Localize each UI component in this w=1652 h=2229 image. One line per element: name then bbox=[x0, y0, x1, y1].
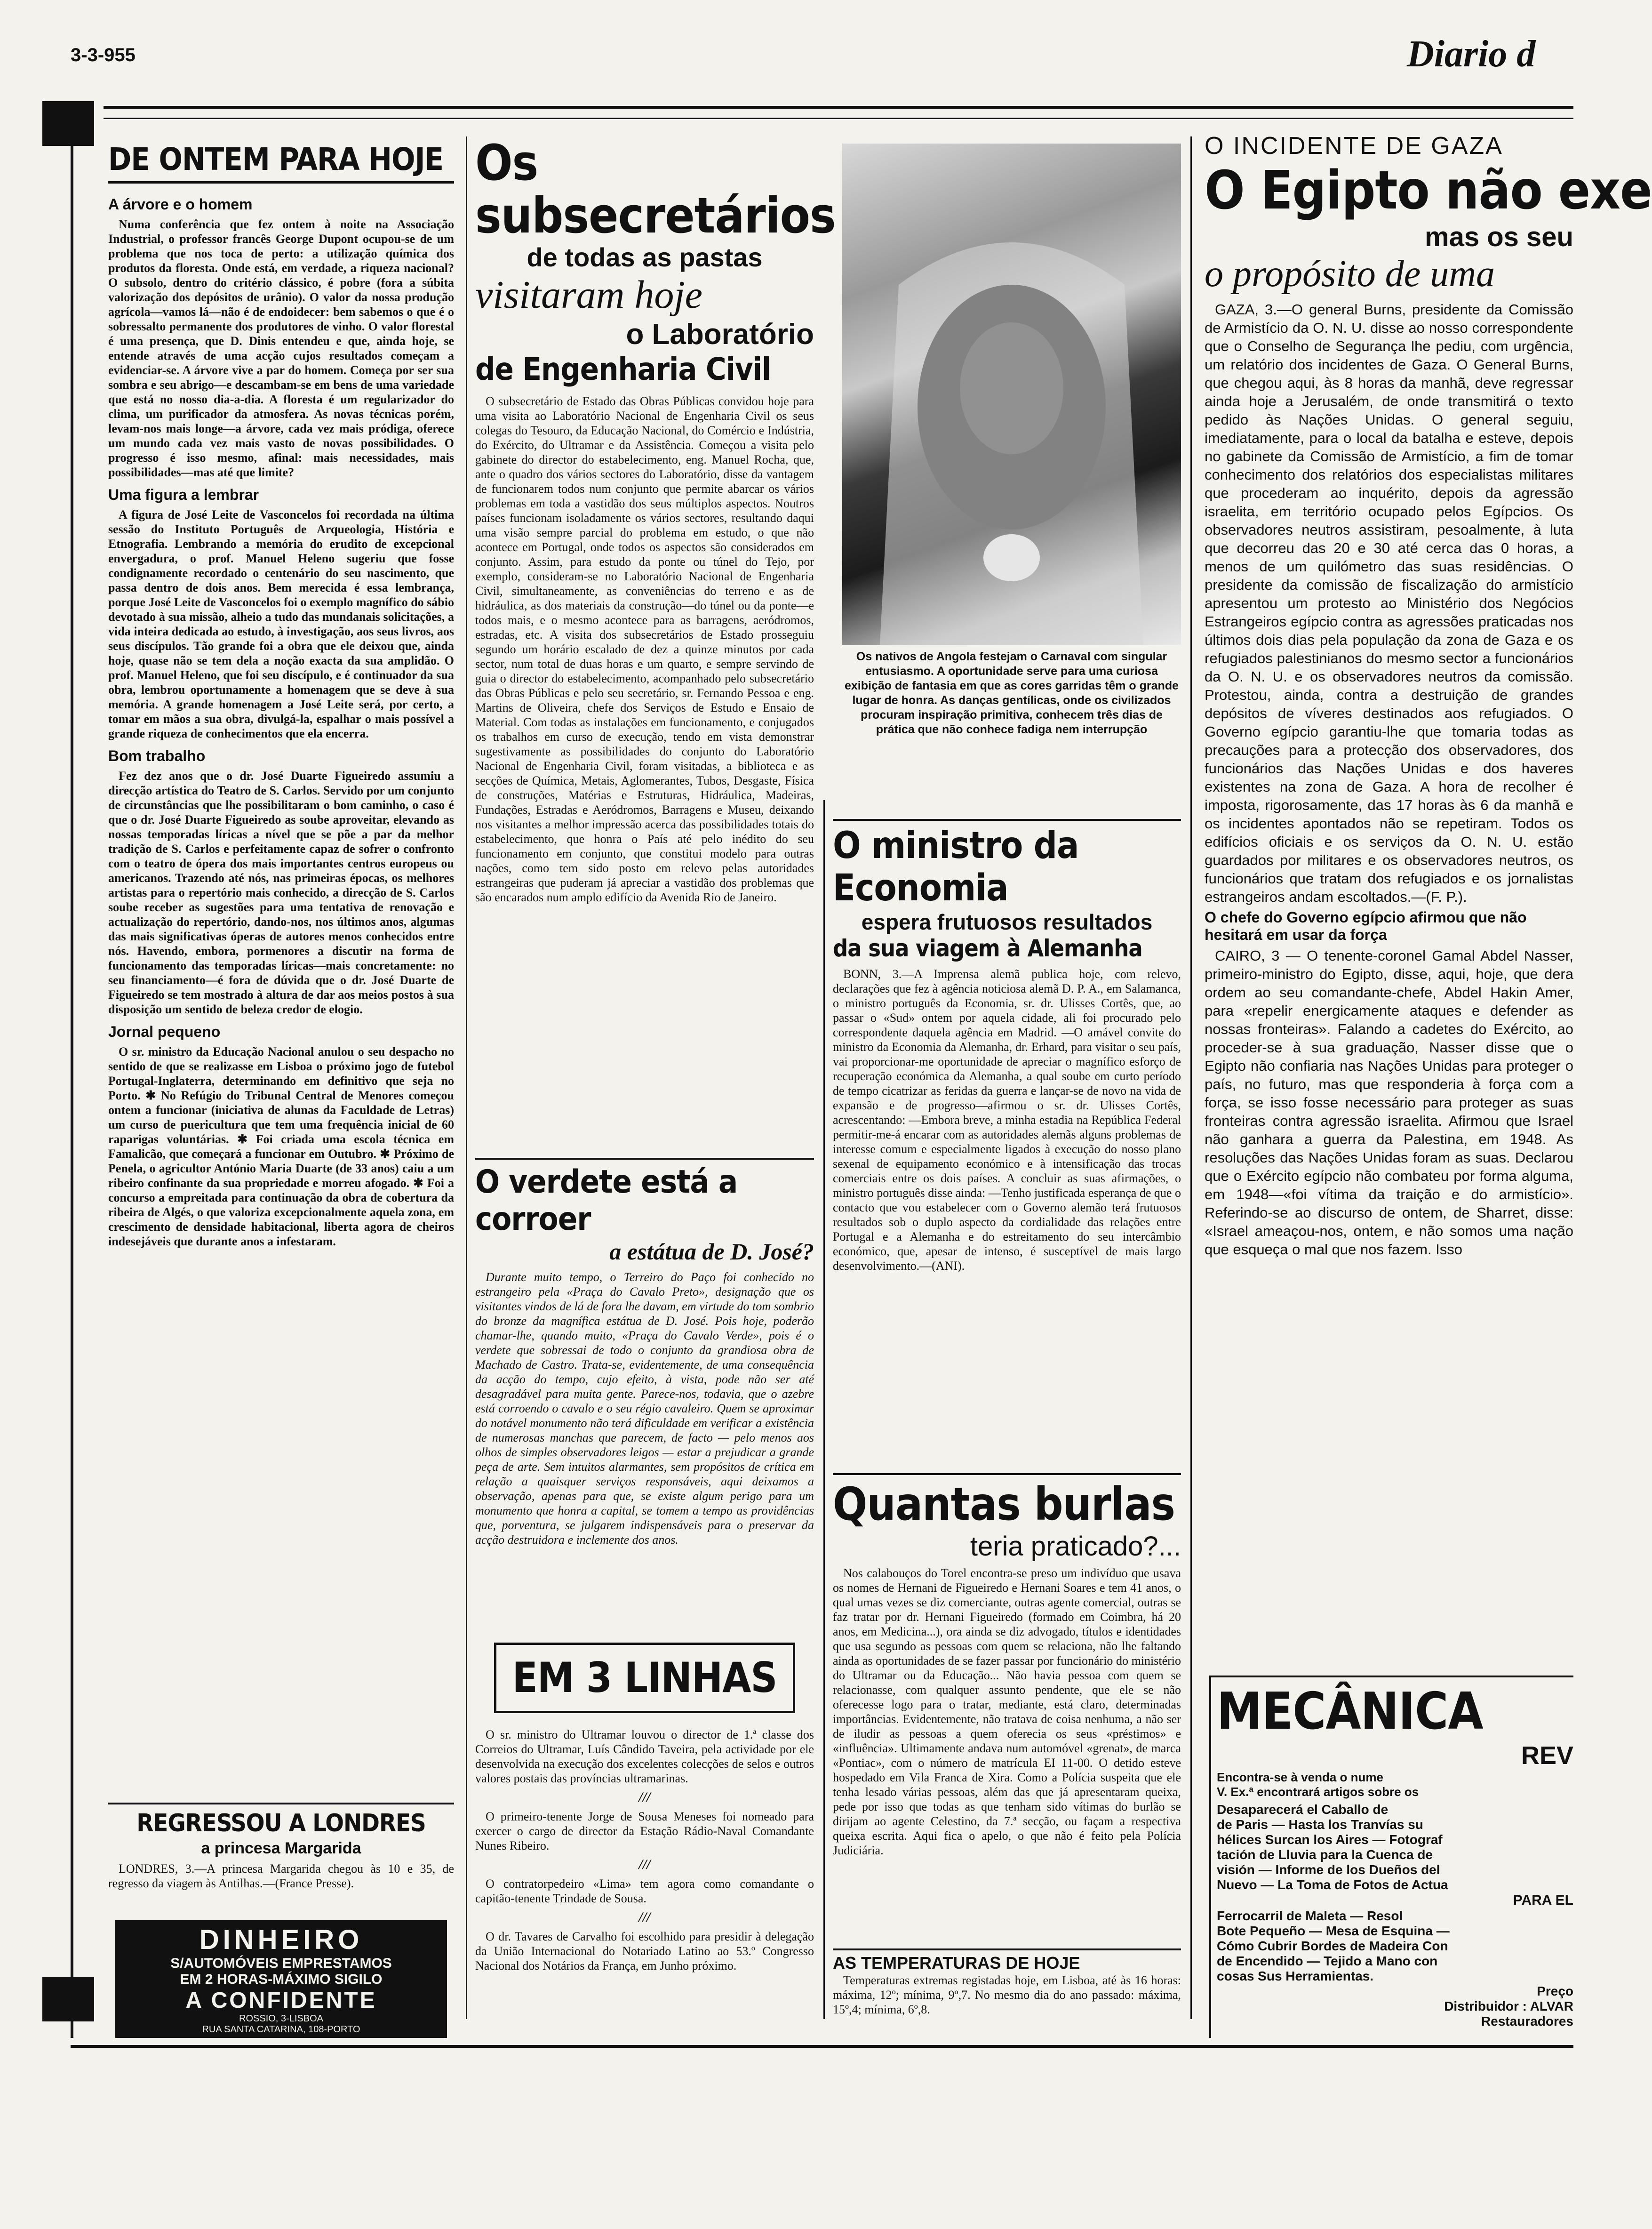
burlas-text: Nos calabouços do Torel encontra-se preso um indivíduo que usava os nomes de Hernani de Figueiredo e Hernani Soares e tem 41 anos, o qual umas vezes se diz comerciante, outras agente comercial, outras se faz tratar por dr. Hernani Figueiredo (formado em Coimbra, há 20 anos, em Medicina...), ora ainda se diz advogado, títulos e identidades que usa segundo as pessoas com quem se relaciona, não lhe faltando ainda as oportunidades de se fazer passar por funcionário do ministério do Ultramar ou da Educação... Não havia pessoa com quem se relacionasse, com qualquer assunto pendente, que ele se não oferecesse logo para o tratar, mediante, está claro, determinadas importâncias. Evidentemente, não tratava de coisa nenhuma, a não ser de iludir as pessoas a quem oferecia os seus «préstimos» e «influência». Ultimamente andava num automóvel «grenat», de marca «Pontiac», com o número de matrícula EI 11-00. O detido esteve hospedado em Vila Franca de Xira. Como a Polícia suspeita que ele tenha lesado várias pessoas, além das que já apresentaram queixa, pede por isso que todas as que tenham sido vítimas do burlão se dirijam ao agente Celestino, da 7.ª secção, ou façam a respectiva queixa escrita. Aqui fica o apelo, o que não é feito pela Polícia Judiciária. bbox=[833, 1566, 1181, 1857]
linhas-item: O dr. Tavares de Carvalho foi escolhido para presidir à delegação da União Internacional do Notariado Latino ao 53.º Congresso Nacional dos Notários da França, em Junho próximo. bbox=[475, 1930, 814, 1972]
london-subtitle: a princesa Margarida bbox=[201, 1839, 361, 1857]
london-text: LONDRES, 3.—A princesa Margarida chegou às 10 e 35, de regresso da viagem às Antilhas.—(France Presse). bbox=[108, 1862, 454, 1890]
lab-headline-3: visitaram hoje bbox=[475, 273, 702, 317]
burlas-article bbox=[833, 1473, 1181, 1948]
ad-line-5: ROSSIO, 3-LISBOA bbox=[239, 2013, 323, 2024]
ad-line: cosas Sus Herramientas. bbox=[1217, 1969, 1374, 1983]
linhas-separator: /// bbox=[638, 1909, 651, 1925]
section-text: O sr. ministro da Educação Nacional anulou o seu despacho no sentido de que se realizasse em Lisboa o próximo jogo de futebol Portugal-Inglaterra, determinando em definitivo que seja no Porto. ✱ No Refúgio do Tribunal Central de Menores começou ontem a funcionar (iniciativa de alunas da Faculdade de Letras) um curso de puericultura que tem uma frequência inicial de 60 raparigas voluntárias. ✱ Foi criada uma escola técnica em Famalicão, que começará a funcionar em Outubro. ✱ Próximo de Penela, o agricultor António Maria Duarte (de 33 anos) caiu a um ribeiro confinante da sua propriedade e morreu afogado. ✱ Foi a concurso a empreitada para continuação da obra de cobertura da ribeira de Algés, o que valoriza excepcionalmente aquela zona, em crescimento de densidade habitacional, liberta agora de cheiros indesejáveis que durante anos a infestaram. bbox=[108, 1045, 454, 1248]
em-3-linhas-items bbox=[475, 1727, 814, 2029]
date-line: 3-3-955 bbox=[71, 45, 136, 65]
london-title: REGRESSOU A LONDRES bbox=[136, 1809, 426, 1837]
temperatures-title: AS TEMPERATURAS DE HOJE bbox=[833, 1953, 1080, 1972]
verdete-subtitle: a estátua de D. José? bbox=[609, 1238, 814, 1265]
lab-article bbox=[475, 134, 836, 1158]
em-3-linhas-title: EM 3 LINHAS bbox=[512, 1653, 777, 1702]
ad-line: de Paris — Hasta los Tranvías su bbox=[1217, 1817, 1423, 1832]
ad-line: tación de Lluvia para la Cuenca de bbox=[1217, 1847, 1433, 1862]
mecanica-ad bbox=[1209, 1676, 1573, 2038]
col-divider-3 bbox=[1190, 136, 1192, 2019]
photo-figure-illustration bbox=[842, 144, 1181, 645]
ad-line: Bote Pequeño — Mesa de Esquina — bbox=[1217, 1924, 1450, 1938]
section-bom-trabalho bbox=[108, 747, 454, 1017]
gaza-kicker: O INCIDENTE DE GAZA bbox=[1205, 132, 1503, 160]
gaza-headline-1: O Egipto não exe bbox=[1205, 160, 1652, 221]
ad-line: Ferrocarril de Maleta — Resol bbox=[1217, 1908, 1403, 1923]
ad-line: visión — Informe de los Dueños del bbox=[1217, 1862, 1440, 1877]
minister-title: O ministro da Economia bbox=[833, 825, 1079, 909]
section-text: A figura de José Leite de Vasconcelos foi recordada na última sessão do Instituto Português de Arqueologia, História e Etnografia. Lembrando a memória do erudito de excepcional envergadura, o prof. Manuel Heleno sugeriu que fosse condignamente recordado o centenário do seu nascimento, que passa dentro de dois anos. Bem merecida é essa lembrança, porque José Leite de Vasconcelos foi o exemplo magnífico do sábio devotado à sua missão, alheio a tudo das mundanais solicitações, a vida inteira dedicada ao estudo, à investigação, aos seus livros, aos seus discípulos. Tão grande foi a obra que ele deixou que, ainda hoje, quase não se tem dela a noção exacta da sua amplidão. O prof. Manuel Heleno, que foi seu discípulo, e é continuador da sua obra, lembrou oportunamente a homenagem que se deve à sua memória. A grande homenagem a José Leite será, por certo, a tomar em mãos a sua obra, divulgá-la, espalhar o mais possível a grande riqueza de conhecimentos que ela encerra. bbox=[108, 508, 454, 740]
bottom-rule bbox=[71, 2045, 1573, 2048]
ad-line-2: S/AUTOMÓVEIS EMPRESTAMOS bbox=[170, 1956, 392, 1971]
minister-article bbox=[833, 819, 1181, 1479]
verdete-article bbox=[475, 1158, 814, 1639]
temperatures-text: Temperaturas extremas registadas hoje, em Lisboa, até às 16 horas: máxima, 12º; mínima, 9º,7. No mesmo dia do ano passado: máxima, 15º,4; mínima, 6º,8. bbox=[833, 1973, 1181, 2016]
masthead-title: Diario d bbox=[1407, 33, 1536, 75]
top-rule bbox=[104, 106, 1573, 109]
left-column bbox=[108, 141, 454, 1788]
temperatures-article bbox=[833, 1948, 1181, 2043]
linhas-item: O contratorpedeiro «Lima» tem agora como comandante o capitão-tenente Trindade de Sousa. bbox=[475, 1877, 814, 1905]
ad-line: Nuevo — La Toma de Fotos de Actua bbox=[1217, 1877, 1448, 1892]
gaza-text: GAZA, 3.—O general Burns, presidente da Comissão de Armistício da O. N. U. disse ao nosso correspondente que o Conselho de Segurança lhe pediu, com urgência, um relatório dos incidentes de Gaza. O General Burns, que chegou aqui, às 8 horas da manhã, deve regressar ainda hoje a Jerusalém, de onde transmitirá o texto pedido às Nações Unidas. O general seguiu, imediatamente, para o local da batalha e esteve, depois no gabinete da Comissão de Armistício, a fim de tomar conhecimento dos relatórios dos especialistas militares que procederam ao inquérito, depois da agressão israelita, em território ocupado pelos Egípcios. Os observadores neutros assistiram, pesoalmente, à luta que decorreu das 20 e 30 até cerca das 0 horas, a menos de um quilómetro das suas residências. O presidente da comissão de fiscalização do armistício apresentou um protesto ao Ministério dos Negócios Estrangeiros egípcio contra as agressões praticadas nos últimos dois dias pela população da zona de Gaza e os refugiados palestinianos do mesmo sector a funcionários da O. N. U. e os observadores neutros da comissão. Protestou, ainda, contra a destruição de grandes depósitos de víveres destinados aos refugiados. O Governo egípcio garantiu-lhe que tomaria todas as precauções para a protecção dos observadores, dos funcionários das Nações Unidas e dos haveres existentes na zona de Gaza. A hora de recolher é imposta, rigorosamente, das 17 horas às 6 da manhã e os incidentes apontados não se repetiram. Todos os edifícios oficiais e os serviços da O. N. U. estão guardados por militares e os observadores neutros, os funcionários que tratam dos refugiados e os jornalistas estrangeiros andam escoltados.—(F. P.). bbox=[1205, 301, 1573, 905]
ad-line: Desaparecerá el Caballo de bbox=[1217, 1802, 1389, 1817]
ad-line: de Encendido — Tejido a Mano con bbox=[1217, 1954, 1438, 1968]
ad-line: hélices Surcan los Aires — Fotograf bbox=[1217, 1832, 1443, 1847]
section-jornal bbox=[108, 1023, 454, 1249]
minister-subtitle-2: da sua viagem à Alemanha bbox=[833, 935, 1142, 962]
left-vertical-rule bbox=[71, 108, 73, 2038]
section-title: A árvore e o homem bbox=[108, 196, 253, 213]
ad-line-1: DINHEIRO bbox=[199, 1924, 363, 1955]
verdete-text: Durante muito tempo, o Terreiro do Paço foi conhecido no estrangeiro pela «Praça do Cavalo Preto», designação que os visitantes vindos de lá de fora lhe davam, em virtude do tom sombrio do bronze da magnífica estátua de D. José. Pois hoje, poderão chamar-lhe, quando muito, «Praça do Cavalo Verde», pois é o verdete que sobressai de todo o conjunto da grandiosa obra de Machado de Castro. Trata-se, evidentemente, de uma consequência da acção do tempo, cujo efeito, à vista, pode não ser até desagradável para muita gente. Parece-nos, todavia, que o azebre está corroendo o cavalo e o seu régio cavaleiro. Quem se aproximar do notável monumento não terá dificuldade em verificar a existência de numerosas manchas que parecem, de facto — pelo menos aos olhos de simples observadores leigos — estar a prejudicar a grande peça de arte. Sem intuitos alarmantes, sem propósitos de crítica em relação a quaisquer serviços responsáveis, aqui deixamos a observação, apenas para que, se existe algum perigo para um monumento que honra a capital, se tomem a tempo as providências que, porventura, se julgarem indispensáveis para o preservar da acção destruidora e inclemente dos anos. bbox=[475, 1270, 814, 1547]
linhas-item: O sr. ministro do Ultramar louvou o director de 1.ª classe dos Correios do Ultramar, Luís Cândido Taveira, pela actividade por ele desenvolvida na execução dos excelentes colecções de selos e outros valores postais das províncias ultramarinas. bbox=[475, 1728, 814, 1785]
ad-line-4: A CONFIDENTE bbox=[185, 1988, 377, 2013]
photo-caption bbox=[842, 649, 1181, 791]
mecanica-subtitle: REV bbox=[1521, 1741, 1573, 1770]
ad-line-6: RUA SANTA CATARINA, 108-PORTO bbox=[202, 2024, 360, 2035]
section-arvore bbox=[108, 196, 454, 480]
section-title: Bom trabalho bbox=[108, 747, 206, 764]
gaza-subhead: O chefe do Governo egípcio afirmou que não hesitará em usar da força bbox=[1205, 909, 1527, 943]
gaza-headline-3: o propósito de uma bbox=[1205, 253, 1495, 295]
lab-headline-5: de Engenharia Civil bbox=[475, 351, 771, 387]
section-title: Jornal pequeno bbox=[108, 1023, 221, 1040]
dinheiro-ad bbox=[115, 1920, 447, 2038]
section-text: Numa conferência que fez ontem à noite na Associação Industrial, o professor francês George Dupont ocupou-se de um problema que nos toca de perto: a utilização química dos produtos da floresta. Onde está, em verdade, a riqueza nacional? O subsolo, dentro do critério clássico, é pobre (fora a súbita valorização dos depósitos de urânio). O valor da nossa produção agrícola—vamos lá—não é de endoidecer: bem sabemos o que é o sobressalto permanente dos produtores de vinho. O valor florestal é uma presença, que D. Dinis entendeu e que, ainda hoje, se entende através de uma acção cujos resultados começam a evidenciar-se. A árvore vive a par do homem. Começa por ser sua sombra e seu abrigo—e descambam-se em bens de uma variedade que está no nosso dia-a-dia. A floresta é um regularizador do clima, um purificador da atmosfera. As novas técnicas porém, levam-nos mais longe—a árvore, cada vez mais pródiga, oferece um mundo cada vez mais vasto de novas possibilidades. O progresso é isso mesmo, afinal: mais necessidades, mais possibilidades—mas até que limite? bbox=[108, 217, 454, 479]
minister-subtitle-1: espera frutuosos resultados bbox=[861, 910, 1153, 934]
section-text: Fez dez anos que o dr. José Duarte Figueiredo assumiu a direcção artística do Teatro de S. Carlos. Servido por um conjunto de circunstâncias que lhe possibilitaram o bom caminho, o caso é que o dr. José Duarte Figueiredo as soube aproveitar, elevando as nossas temporadas líricas a nível que se põe a par da melhor tradição de S. Carlos e perfeitamente capaz de sofrer o confronto com o teatro de ópera dos mais importantes centros europeus ou americanos. Trazendo até nós, nas primeiras épocas, os melhores artistas para o repertório mais conhecido, a direcção de S. Carlos soube receber as sugestões para uma tentativa de renovação e actualização do repertório, dando-nos, nos últimos anos, algumas das mais significativas óperas de autores menos conhecidos entre nós. Havendo, embora, pormenores a discutir na forma de funcionamento das temporadas líricas—mais concretamente: no seu financiamento—é fora de dúvida que o dr. José Duarte de Figueiredo se tem mostrado à altura de dar aos meios postos à sua disposição um sentido de beleza credor de elogio. bbox=[108, 769, 454, 1016]
col-divider-2 bbox=[823, 800, 825, 2019]
ad-line: Encontra-se à venda o nume bbox=[1217, 1770, 1383, 1784]
top-rule-thin bbox=[104, 118, 1573, 119]
caption-text: Os nativos de Angola festejam o Carnaval com singular entusiasmo. A oportunidade serve para uma curiosa exibição de fantasia em que as cores garridas têm o grande lugar de honra. As danças gentílicas, onde os civilizados procuram inspiração primitiva, conhecem três dias de prática que não conhece fadiga nem interrupção bbox=[845, 650, 1179, 736]
corner-block-bottom bbox=[42, 1977, 94, 2021]
left-heading: DE ONTEM PARA HOJE bbox=[108, 141, 454, 184]
lab-text: O subsecretário de Estado das Obras Públicas convidou hoje para uma visita ao Laboratório Nacional de Engenharia Civil os seus colegas do Tesouro, da Educação Nacional, do Comércio e Indústria, do Exército, do Ultramar e da Assistência. Começou a visita pelo gabinete do director do estabelecimento, eng. Manuel Rocha, que, ante o quadro dos vários sectores do Laboratório, disse da vantagem de funcionarem todos num conjunto que permite abarcar os vários problemas em toda a vastidão dos seus múltiplos aspectos. Noutros países funcionam isoladamente os vários sectores, resultando daqui uma visão sempre parcial do problema em estudo, o que não acontece em Portugal, onde todos os aspectos são considerados em conjunto. Assim, para estudo da ponte ou túnel do Tejo, por exemplo, consideram-se no Laboratório Nacional de Engenharia Civil, simultaneamente, as conveniências do terreno e as de hidráulica, as dos materiais da construção—do túnel ou da ponte—e todos mais, e o mesmo acontece para as barragens, aeródromos, estradas, etc. A visita dos subsecretários de Estado prosseguiu segundo um horário escalado de dez a quinze minutos por cada sector, num total de duas horas e um quarto, e sempre servindo de guia o director do estabelecimento, acompanhado pelo subsecretário das Obras Públicas e pelo seu secretário, sr. Fernando Pessoa e eng. Martins de Oliveira, chefe dos Serviços de Estudo e Ensaio de Material. Com todas as instalações em funcionamento, e conjugados os trabalhos em curso de execução, tendo em vista demonstrar sugestivamente as possibilidades do conjunto do Laboratório Nacional de Engenharia Civil, foram visitadas, a biblioteca e as secções de Química, Metais, Aglomerantes, Tubos, Desgaste, Física de construções, Matérias e Estruturas, Hidráulica, Madeiras, Fundações, Estradas e Aeródromos, Barragens e Museu, deixando nos visitantes a melhor impressão acerca das possibilidades totais do estabelecimento, que honra o País até pelo inédito do seu funcionamento em conjunto, que constitui modelo para outras nações, como tem sido posto em relevo pelas autoridades estrangeiras que puderam já apreciar a vastidão dos problemas que são encarados num amplo edifício da Avenida Rio de Janeiro. bbox=[475, 394, 814, 904]
linhas-separator: /// bbox=[638, 1789, 651, 1805]
angola-carnival-photo bbox=[842, 144, 1181, 645]
ad-line: Distribuidor : ALVAR bbox=[1444, 1999, 1573, 2013]
ad-line: Preço bbox=[1537, 1984, 1573, 1998]
lab-headline-4: o Laboratório bbox=[626, 318, 814, 351]
gaza-article bbox=[1205, 132, 1652, 1628]
section-figura bbox=[108, 486, 454, 741]
ad-line-3: EM 2 HORAS-MÁXIMO SIGILO bbox=[180, 1972, 383, 1987]
burlas-subtitle: teria praticado?... bbox=[970, 1531, 1181, 1562]
em-3-linhas-box bbox=[494, 1643, 795, 1713]
corner-block bbox=[42, 101, 94, 146]
ad-line: V. Ex.ª encontrará artigos sobre os bbox=[1217, 1785, 1419, 1799]
col-divider-1 bbox=[466, 136, 467, 2019]
ad-line: Restauradores bbox=[1481, 2014, 1573, 2029]
section-title: Uma figura a lembrar bbox=[108, 486, 259, 503]
gaza-text-2: CAIRO, 3 — O tenente-coronel Gamal Abdel Nasser, primeiro-ministro do Egipto, disse, aqui, hoje, que dera ordem ao seu comandante-chefe, Abdel Hakin Amer, para «repelir energicamente ataques e defender as nossas fronteiras». Falando a cadetes do Exército, ao proceder-se à sua graduação, Nasser disse que o Egipto não confiaria nas Nações Unidas para proteger o país, no futuro, mas que responderia à força com a força, se isso fosse necessário para proteger as suas fronteiras contra agressão israelita. Afirmou que Israel não ganhara a guerra da Palestina, em 1948. As resoluções das Nações Unidas foram as suas. Declarou que o Exército egípcio não combateu por forma alguma, em 1948—«foi vítima da traição e do armistício». Referindo-se ao discurso de ontem, de Sharret, disse: «Israel ameaçou-nos, ontem, e não somos uma nação que esqueça o mal que nos fazem. Isso bbox=[1205, 947, 1573, 1258]
lab-headline-2: de todas as pastas bbox=[527, 242, 763, 272]
gaza-headline-2: mas os seu bbox=[1425, 222, 1573, 252]
linhas-separator: /// bbox=[638, 1857, 651, 1872]
ad-line: PARA EL bbox=[1513, 1892, 1573, 1908]
mecanica-title: MECÂNICA bbox=[1217, 1682, 1483, 1741]
lab-headline-1: Os subsecretários bbox=[475, 134, 836, 244]
london-article bbox=[108, 1803, 454, 1922]
ad-line: Cómo Cubrir Bordes de Madeira Con bbox=[1217, 1939, 1448, 1953]
linhas-item: O primeiro-tenente Jorge de Sousa Meneses foi nomeado para exercer o cargo de director da Estação Rádio-Naval Comandante Nunes Ribeiro. bbox=[475, 1810, 814, 1852]
minister-text: BONN, 3.—A Imprensa alemã publica hoje, com relevo, declarações que fez à agência noticiosa alemã D. P. A., em Salamanca, o ministro português da Economia, sr. dr. Ulisses Cortês, que, ao passar o «Sud» ontem por aquela cidade, ali foi procurado pelo correspondente daquela agência em Madrid. —O amável convite do ministro da Economia da Alemanha, dr. Erhard, para visitar o seu país, vai proporcionar-me oportunidade de apreciar o magnífico esforço de recuperação económica da Alemanha, a qual soube em curto período de tempo cicatrizar as feridas da guerra e lançar-se de novo na vida de expansão e de progresso—afirmou o sr. dr. Ulisses Cortês, acrescentando: —Embora breve, a minha estadia na República Federal permitir-me-á encarar com as autoridades alemãs alguns problemas de interesse comum e especialmente ligados à execução do nosso plano sexenal de equipamento económico e à intensificação das trocas comerciais entre os dois países. A concluir as suas afirmações, o ministro português disse ainda: —Tenho justificada esperança de que o contacto que vou estabelecer com o Governo alemão terá frutuosos resultados sob o duplo aspecto da cordialidade das relações entre Portugal e a Alemanha e do estreitamento do seu intercâmbio económico, que, apesar de intenso, é susceptível de mais largo desenvolvimento.—(ANI). bbox=[833, 967, 1181, 1273]
verdete-title: O verdete está a corroer bbox=[475, 1163, 738, 1238]
burlas-title: Quantas burlas bbox=[833, 1478, 1175, 1531]
